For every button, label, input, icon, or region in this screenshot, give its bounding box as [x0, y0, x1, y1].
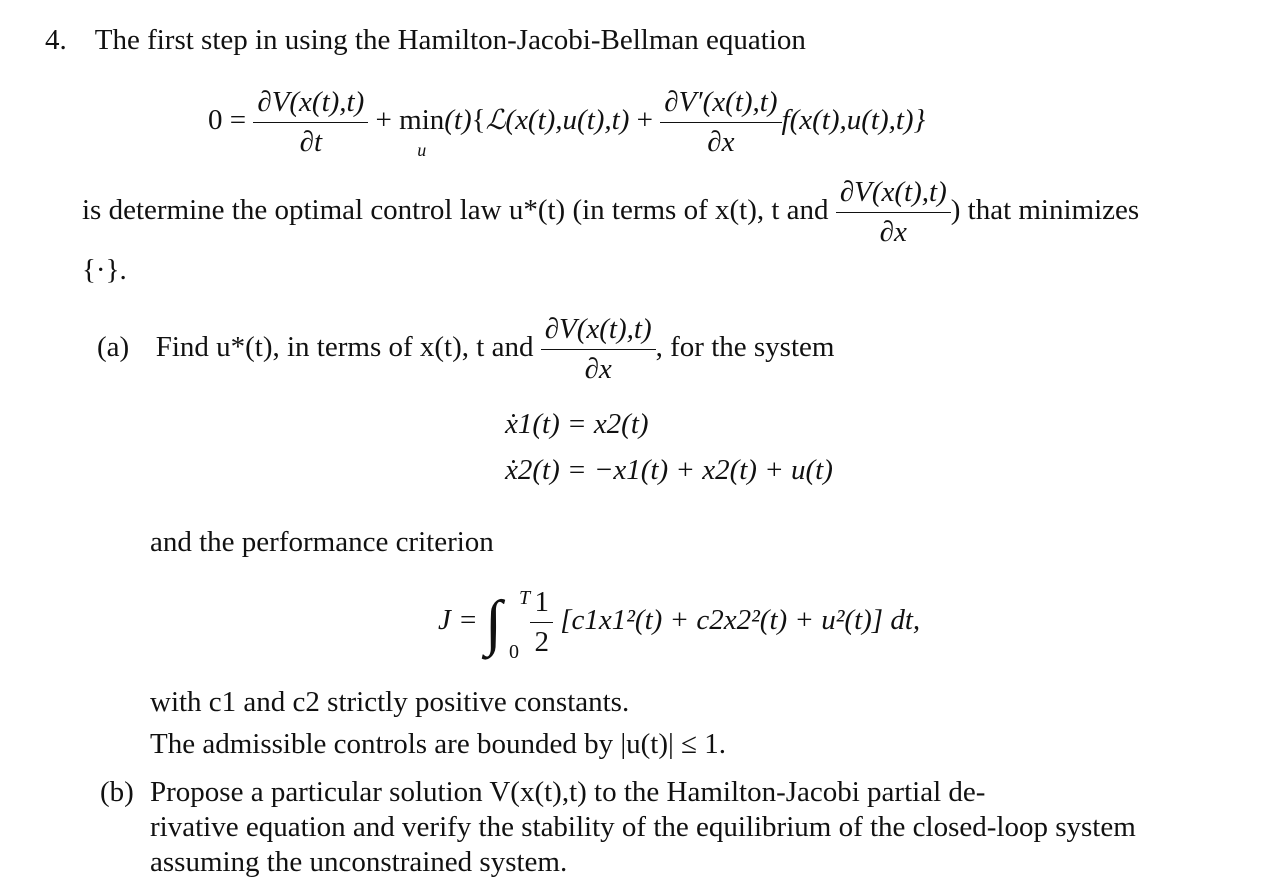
half-denominator: 2 — [530, 622, 553, 657]
hjb-dt-denominator: ∂t — [253, 122, 368, 157]
part-a-dv-numerator: ∂V(x(t),t) — [544, 313, 652, 345]
performance-criterion-text: and the performance criterion — [150, 526, 494, 558]
system-equation-1: ẋ1(t) = x2(t) — [505, 408, 649, 440]
cost-lhs: J = — [438, 604, 478, 637]
hjb-f-term: f(x(t),u(t),t)} — [781, 104, 926, 137]
problem-number: 4. — [45, 24, 67, 56]
line2-dx-denominator: ∂x — [836, 212, 951, 247]
part-a-label: (a) — [97, 331, 130, 364]
part-a-dv-dx-fraction — [541, 315, 656, 384]
hjb-lhs: 0 = — [208, 104, 247, 137]
part-a-text-end: , for the system — [655, 331, 835, 364]
problem-header — [45, 26, 806, 55]
hjb-dvprime-dx-fraction — [660, 88, 781, 157]
part-a-dx-denominator: ∂x — [541, 349, 656, 384]
integral-lower-limit: 0 — [508, 640, 519, 663]
hjb-equation — [208, 86, 926, 161]
part-a-statement — [97, 315, 834, 384]
part-b-line-3: assuming the unconstrained system. — [150, 846, 568, 878]
part-b-line-1: Propose a particular solution V(x(t),t) to the Hamilton-Jacobi partial de- — [150, 776, 986, 808]
problem-intro: The first step in using the Hamilton-Jacobi-Bellman equation — [94, 24, 806, 56]
part-b-line-2: rivative equation and verify the stability of the equilibrium of the closed-loop system — [150, 811, 1136, 843]
line2-dv-dx-fraction — [836, 178, 951, 247]
hjb-min-operator: + min u (t){ℒ(x(t),u(t),t) + — [375, 104, 654, 161]
problem-line-3: {·}. — [82, 254, 127, 286]
hjb-min-subscript: u — [417, 140, 427, 161]
half-numerator: 1 — [534, 586, 549, 618]
control-bound-statement: The admissible controls are bounded by |u(t)| ≤ 1. — [150, 728, 726, 760]
part-a-text: Find u*(t), in terms of x(t), t and — [155, 331, 534, 364]
hjb-dv-numerator: ∂V(x(t),t) — [257, 86, 365, 118]
problem-line-2-end: ) that minimizes — [950, 194, 1140, 227]
hjb-dvprime-numerator: ∂V′(x(t),t) — [664, 86, 778, 118]
system-equation-2: ẋ2(t) = −x1(t) + x2(t) + u(t) — [505, 454, 833, 486]
cost-functional — [438, 586, 921, 663]
problem-line-2 — [82, 178, 1139, 247]
constants-statement: with c1 and c2 strictly positive constants. — [150, 686, 630, 718]
half-fraction — [530, 588, 553, 657]
lagrangian-symbol: ℒ — [485, 104, 506, 137]
integral-sign: ∫ T 0 — [484, 586, 531, 663]
hjb-dx-denominator: ∂x — [660, 122, 781, 157]
problem-line-2-text: is determine the optimal control law u*(t) (in terms of x(t), t and — [82, 194, 829, 227]
hjb-dv-dt-fraction — [253, 88, 368, 157]
integral-upper-limit: T — [518, 586, 531, 609]
line2-dv-numerator: ∂V(x(t),t) — [839, 176, 947, 208]
integrand: [c1x1²(t) + c2x2²(t) + u²(t)] dt, — [560, 604, 921, 637]
part-b-label: (b) — [100, 776, 134, 808]
